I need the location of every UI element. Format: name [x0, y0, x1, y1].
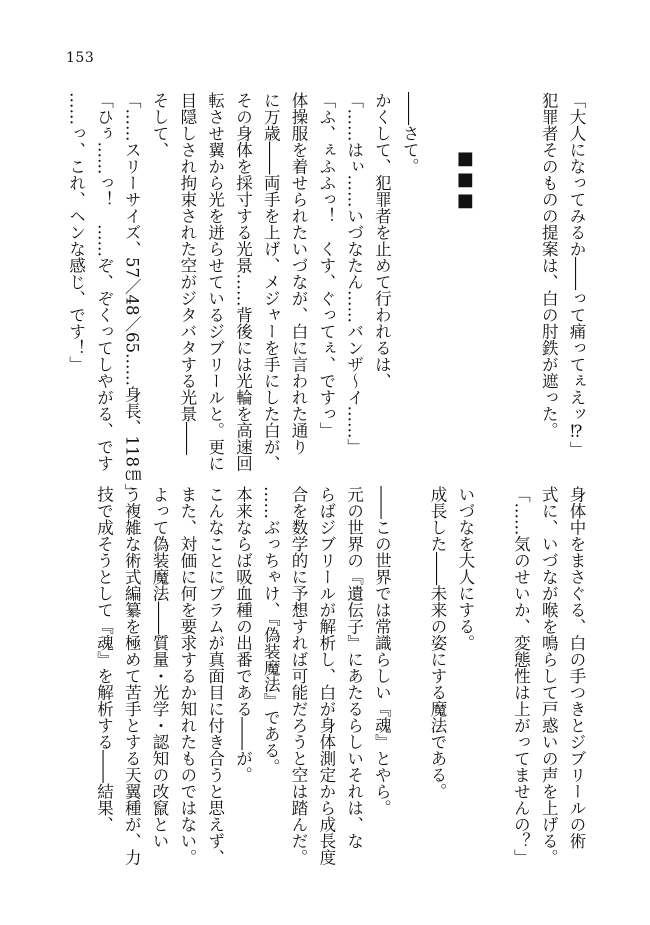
upper-text-block: [62, 92, 590, 500]
text-line: ……っ、これ、ヘンな感じ、です！」: [66, 92, 86, 373]
blank-line: [395, 486, 423, 866]
text-line: 元の世界の『遺伝子』にあたるらしいそれは、な: [344, 486, 364, 849]
text-line: 本来ならば吸血種の出番である――が。: [233, 486, 253, 783]
blank-line: [479, 486, 507, 866]
text-line: ――この世界では常識らしい『魂』とやら。: [372, 486, 392, 816]
text-line: 式に、いづなが喉を鳴らして戸惑いの声を上げる。: [539, 486, 559, 866]
text-line: 「……気のせいか、変態性は上がってませんの？」: [511, 486, 531, 866]
text-line: 合を数学的に予想すれば可能だろうと空は踏んだ。: [289, 486, 309, 866]
text-line: 体操服を着せられたいづなが、白に言われた通り: [289, 92, 309, 455]
blank-line: [479, 92, 507, 448]
text-line: 「ひぅ……っ！ ……ぞ、ぞくってしやがる、です: [94, 92, 114, 472]
text-line: らばジブリールが解析し、白が身体測定から成長度: [316, 486, 336, 866]
text-line: その身体を採寸する光景……背後には光輪を高速回: [233, 92, 253, 472]
text-line: よって偽装魔法――質量・光学・認知の改竄とい: [150, 486, 170, 849]
text-line: 「ふ、ぇふふっ！ くす、ぐってぇ、ですっ」: [316, 92, 336, 439]
text-line: こんなことにプラムが真面目に付き合うと思えず、: [205, 486, 225, 866]
text-line: 技で成そうとして『魂』を解析する――結果、: [94, 486, 114, 833]
text-line: ――さて。: [400, 92, 420, 175]
text-line: 「大人になってみるか――って痛ってぇえッ⁉」: [567, 92, 586, 458]
text-line: う複雑な術式編纂を極めて苦手とする天翼種が、力: [122, 486, 142, 866]
text-line: そして、: [150, 92, 170, 158]
text-line: 犯罪者そのものの提案は、白の肘鉄が遮った。: [539, 92, 559, 439]
text-line: 身体中をまさぐる、白の手つきとジブリールの術: [567, 486, 586, 849]
text-line: に万歳――両手を上げ、メジャーを手にした白が、: [261, 92, 281, 472]
text-line: 「……スリーサイズ、57／48／65……身長、118㎝」: [122, 92, 142, 500]
page-number: 153: [66, 50, 95, 66]
text-line: また、対価に何を要求するか知れたものではない。: [177, 486, 197, 866]
scene-break-ornament: ■■■: [454, 148, 476, 211]
text-line: 成長した――未来の姿にする魔法である。: [428, 486, 448, 800]
lower-text-block: [90, 486, 590, 866]
blank-line: [507, 92, 535, 448]
blank-line: [423, 92, 451, 448]
text-line: 「……はぃ……いづなたん……バンザ〜イ……」: [344, 92, 364, 455]
text-line: かくして、犯罪者を止めて行われるは、: [372, 92, 392, 389]
text-line: いづなを大人にする。: [455, 486, 475, 651]
text-line: ……ぶっちゃけ、『偽装魔法』である。: [261, 486, 281, 775]
text-line: 目隠しされ拘束された空がジタバタする光景――: [177, 92, 197, 455]
text-line: 転させ翼から光を迸らせているジブリールと。更に: [205, 92, 225, 472]
